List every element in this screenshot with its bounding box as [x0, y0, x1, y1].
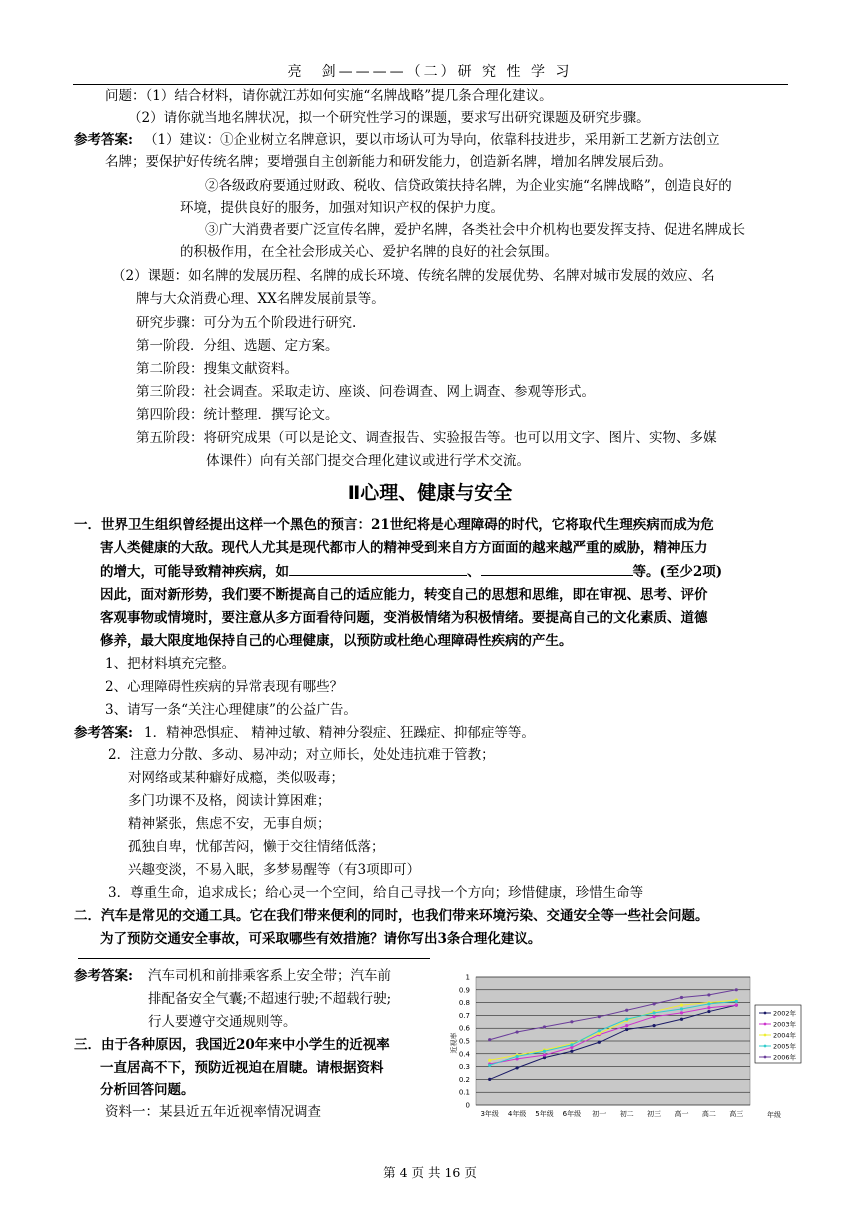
legend-label: 2004年: [773, 1031, 797, 1040]
data-point: [625, 1024, 628, 1027]
data-point: [680, 1007, 683, 1010]
y-tick-label: 1: [465, 973, 470, 982]
answer-line: 排配备安全气囊;不超速行驶;不超载行驶;: [148, 991, 392, 1007]
question-line: 害人类健康的大敌。现代人尤其是现代都市人的精神受到来自方方面面的越来越严重的威胁，精神压力: [100, 540, 708, 556]
answer-label: 参考答案:: [74, 725, 133, 741]
answer-line: 兴趣变淡，不易入眠，多梦易醒等（有3项即可）: [128, 862, 421, 878]
answer-line: 3．尊重生命，追求成长；给心灵一个空间，给自己寻找一个方向；珍惜健康，珍惜生命等: [108, 885, 644, 901]
legend-marker: [764, 1034, 767, 1037]
data-point: [680, 996, 683, 999]
question-line: 一．世界卫生组织曾经提出这样一个黑色的预言：21世纪将是心理障碍的时代，它将取代生理疾病而成为危: [74, 517, 714, 533]
data-point: [598, 1015, 601, 1018]
data-point: [653, 1015, 656, 1018]
data-point: [707, 1010, 710, 1013]
myopia-rate-chart: [438, 955, 808, 1125]
legend-marker: [764, 1045, 767, 1048]
x-tick-label: 5年级: [535, 1110, 554, 1118]
data-point: [543, 1025, 546, 1028]
legend-marker: [764, 1056, 767, 1059]
data-point: [488, 1059, 491, 1062]
data-point: [707, 1006, 710, 1009]
answer-line: 体课件）向有关部门提交合理化建议或进行学术交流。: [206, 453, 530, 469]
question-line: 一直居高不下，预防近视迫在眉睫。请根据资料: [100, 1060, 384, 1076]
answer-line: 汽车司机和前排乘客系上安全带；汽车前: [148, 968, 391, 984]
page-footer: 第 4 页 共 16 页: [383, 1165, 477, 1180]
sub-question: 1、把材料填充完整。: [105, 656, 236, 672]
x-tick-label: 高三: [729, 1110, 744, 1118]
data-point: [543, 1050, 546, 1053]
data-point: [516, 1066, 519, 1069]
answer-line: 名牌；要保护好传统名牌；要增强自主创新能力和研发能力，创造新名牌，增加名牌发展后劲。: [105, 154, 672, 170]
x-tick-label: 4年级: [507, 1110, 527, 1118]
question-line: 问题：（1）结合材料，请你就江苏如何实施“名牌战略”提几条合理化建议。: [105, 88, 553, 104]
data-point: [543, 1053, 546, 1056]
data-point: [488, 1038, 491, 1041]
data-point: [516, 1030, 519, 1033]
section-title: Ⅱ心理、健康与安全: [347, 482, 513, 504]
y-tick-label: 0.4: [458, 1050, 470, 1059]
data-point: [653, 1024, 656, 1027]
data-point: [735, 1000, 738, 1003]
data-point: [707, 993, 710, 996]
y-tick-label: 0.6: [458, 1024, 470, 1033]
answer-line: 第三阶段：社会调查。采取走访、座谈、问卷调查、网上调查、参观等形式。: [136, 384, 595, 400]
x-tick-label: 高一: [674, 1110, 689, 1118]
answer-line: 精神紧张，焦虑不安，无事自烦；: [128, 816, 331, 832]
x-tick-label: 3年级: [480, 1110, 499, 1118]
header-rule: [73, 84, 788, 85]
answer-line: 1．精神恐惧症、 精神过敏、精神分裂症、狂躁症、抑郁症等等。: [144, 725, 535, 741]
material-label: 资料一：某县近五年近视率情况调查: [105, 1104, 321, 1120]
question-line: 因此，面对新形势，我们要不断提高自己的适应能力，转变自己的思想和思维，即在审视、思考、评价: [100, 587, 708, 603]
answer-line: ②各级政府要通过财政、税收、信贷政策扶持名牌，为企业实施“名牌战略”，创造良好的: [205, 178, 732, 194]
answer-line: 多门功课不及格，阅读计算困难；: [128, 793, 331, 809]
x-tick-label: 初三: [647, 1110, 662, 1118]
data-point: [680, 1018, 683, 1021]
y-axis-label: 近视率: [450, 1032, 458, 1054]
question-line: 三．由于各种原因，我国近20年来中小学生的近视率: [74, 1037, 390, 1053]
data-point: [707, 1002, 710, 1005]
legend-label: 2003年: [773, 1020, 797, 1029]
answer-label: 参考答案:: [74, 132, 133, 148]
data-point: [598, 1041, 601, 1044]
question-line: 为了预防交通安全事故，可采取哪些有效措施？请你写出3条合理化建议。: [100, 931, 542, 947]
data-point: [653, 1002, 656, 1005]
answer-line: 2．注意力分散、多动、易冲动；对立师长，处处违抗难于管教；: [108, 747, 495, 763]
question-line: 客观事物或情境时，要注意从多方面看待问题，变消极情绪为积极情绪。要提高自己的文化素质、道德: [100, 610, 708, 626]
data-point: [625, 1009, 628, 1012]
answer-line: 的积极作用，在全社会形成关心、爱护名牌的良好的社会氛围。: [180, 244, 558, 260]
y-tick-label: 0.7: [458, 1011, 470, 1020]
page-header: 亮 剑————（二）研 究 性 学 习: [287, 64, 573, 80]
y-tick-label: 0.1: [458, 1088, 470, 1097]
data-point: [488, 1078, 491, 1081]
answer-line: 第一阶段．分组、选题、定方案。: [136, 338, 339, 354]
question-text: 等。(至少2项): [632, 564, 723, 580]
y-tick-label: 0.2: [458, 1075, 470, 1084]
question-text: 的增大，可能导致精神疾病，如: [100, 564, 289, 580]
x-axis-label: 年级: [767, 1111, 781, 1119]
legend-label: 2006年: [773, 1053, 797, 1062]
sub-question: 2、心理障碍性疾病的异常表现有哪些？: [105, 679, 344, 695]
answer-line: 第五阶段：将研究成果（可以是论文、调查报告、实验报告等。也可以用文字、图片、实物、多媒: [136, 430, 717, 446]
data-point: [653, 1011, 656, 1014]
data-point: [680, 1011, 683, 1014]
y-tick-label: 0.9: [458, 986, 470, 995]
data-point: [680, 1004, 683, 1007]
legend-label: 2005年: [773, 1042, 797, 1051]
question-fill-line: [100, 561, 722, 582]
x-tick-label: 高二: [701, 1110, 716, 1118]
data-point: [516, 1055, 519, 1058]
answer-line: 孤独自卑，忧郁苦闷，懒于交往情绪低落；: [128, 839, 385, 855]
data-point: [625, 1018, 628, 1021]
sub-question: 3、请写一条“关注心理健康”的公益广告。: [105, 702, 357, 718]
answer-rule: [78, 958, 430, 959]
answer-line: （2）课题：如名牌的发展历程、名牌的成长环境、传统名牌的发展优势、名牌对城市发展的效应、名: [112, 268, 715, 284]
data-point: [570, 1020, 573, 1023]
data-point: [625, 1028, 628, 1031]
answer-line: 环境，提供良好的服务，加强对知识产权的保护力度。: [180, 200, 504, 216]
answer-label: 参考答案:: [74, 968, 133, 984]
answer-line: （1）建议：①企业树立名牌意识，要以市场认可为导向，依靠科技进步，采用新工艺新方法创立: [144, 132, 720, 148]
answer-blank[interactable]: [481, 561, 633, 576]
answer-line: 第二阶段：搜集文献资料。: [136, 361, 298, 377]
answer-line: 牌与大众消费心理、XX名牌发展前景等。: [136, 291, 385, 307]
data-point: [488, 1064, 491, 1067]
question-line: 修养，最大限度地保持自己的心理健康，以预防或杜绝心理障碍性疾病的产生。: [100, 633, 573, 649]
y-tick-label: 0.8: [458, 999, 470, 1008]
y-tick-label: 0.5: [458, 1037, 470, 1046]
data-point: [735, 988, 738, 991]
data-point: [570, 1043, 573, 1046]
question-line: （2）请你就当地名牌状况，拟一个研究性学习的课题，要求写出研究课题及研究步骤。: [128, 110, 650, 126]
y-tick-label: 0.3: [458, 1063, 470, 1072]
y-tick-label: 0: [465, 1101, 470, 1110]
answer-line: ③广大消费者要广泛宣传名牌，爱护名牌，各类社会中介机构也要发挥支持、促进名牌成长: [205, 222, 745, 238]
legend-label: 2002年: [773, 1009, 797, 1018]
question-line: 分析回答问题。: [100, 1082, 195, 1098]
question-line: 二．汽车是常见的交通工具。它在我们带来便利的同时，也我们带来环境污染、交通安全等一些社会问题。: [74, 908, 709, 924]
x-tick-label: 初二: [619, 1110, 634, 1118]
x-tick-label: 6年级: [562, 1110, 582, 1118]
answer-line: 对网络或某种癖好成瘾，类似吸毒；: [128, 770, 344, 786]
answer-line: 第四阶段：统计整理．撰写论文。: [136, 407, 339, 423]
data-point: [735, 1004, 738, 1007]
legend-marker: [764, 1023, 767, 1026]
answer-line: 研究步骤：可分为五个阶段进行研究.: [136, 315, 357, 331]
data-point: [598, 1029, 601, 1032]
blank-separator: 、: [467, 564, 481, 580]
x-tick-label: 初一: [592, 1110, 607, 1118]
data-point: [570, 1050, 573, 1053]
chart-legend: [755, 1005, 801, 1063]
answer-line: 行人要遵守交通规则等。: [148, 1014, 297, 1030]
legend-marker: [764, 1012, 767, 1015]
answer-blank[interactable]: [289, 561, 467, 576]
